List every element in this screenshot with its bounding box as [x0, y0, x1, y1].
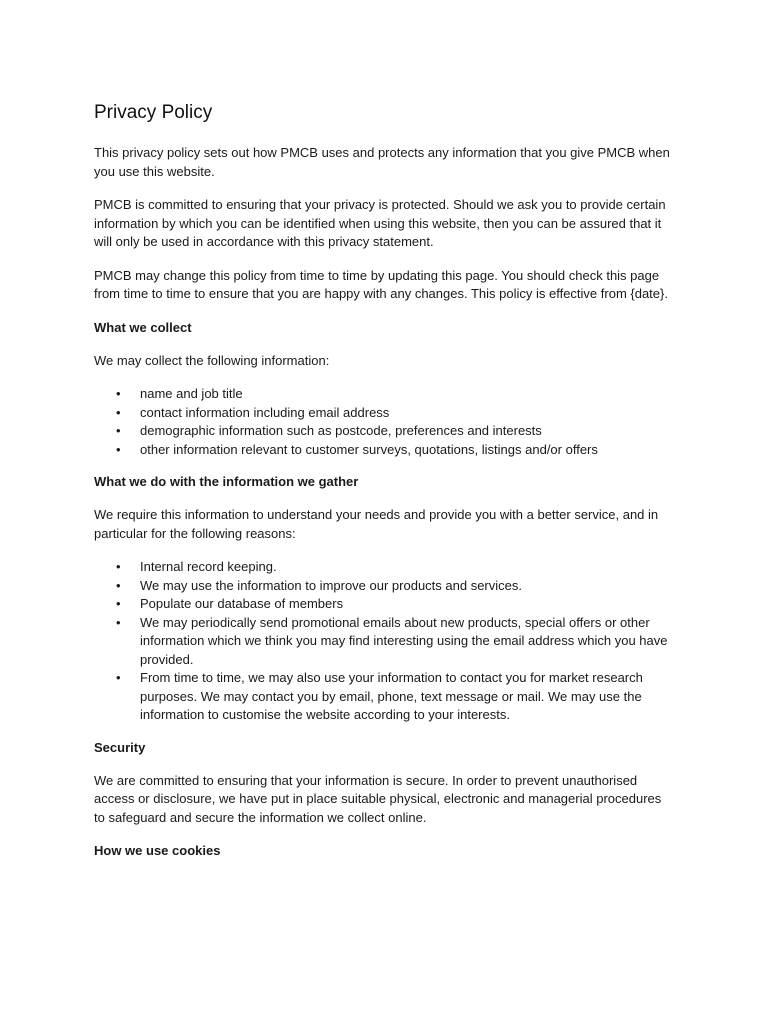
bullet-icon: • [116, 614, 121, 630]
bullet-icon: • [116, 441, 121, 457]
bullet-icon: • [116, 386, 121, 401]
bullet-icon: • [116, 670, 121, 685]
list-item: • demographic information such as postcode, preferences and interests [94, 422, 674, 441]
list-item: • other information relevant to customer surveys, quotations, listings and/or offers [94, 441, 674, 460]
bullet-icon: • [116, 404, 121, 420]
list-item: • contact information including email address [94, 404, 674, 423]
section-heading-cookies: How we use cookies [94, 843, 221, 858]
section-heading-security: Security [94, 739, 146, 755]
use-intro: We require this information to understand your needs and provide you with a better service, and in particular for the following reasons: [94, 507, 659, 541]
use-list [94, 558, 674, 725]
bullet-icon: • [116, 577, 121, 593]
list-item: • From time to time, we may also use your information to contact you for market research purposes. We may contact you by email, phone, text message or mail. We may use the information to customise the website according to your interests. [116, 670, 643, 722]
bullet-icon: • [116, 559, 121, 574]
intro-paragraph-1: This privacy policy sets out how PMCB uses and protects any information that you give PMCB when you use this website. [94, 145, 670, 179]
bullet-icon: • [116, 596, 121, 611]
list-item: • Internal record keeping. [94, 558, 674, 577]
section-heading-collect: What we collect [94, 319, 192, 335]
intro-paragraph-2: PMCB is committed to ensuring that your privacy is protected. Should we ask you to provide certain information by which you can be identified when using this website, then you can be assured that it will only be used in accordance with this privacy statement. [94, 197, 666, 249]
collect-intro: We may collect the following information: [94, 352, 330, 368]
list-item: • We may periodically send promotional emails about new products, special offers or other information which we think you may find interesting using the email address which you have provided. [116, 614, 668, 667]
list-item: • We may use the information to improve our products and services. [94, 577, 674, 596]
page-title: Privacy Policy [94, 102, 213, 123]
collect-list [94, 385, 674, 459]
list-item: • name and job title [94, 385, 674, 404]
bullet-icon: • [116, 423, 121, 438]
security-body: We are committed to ensuring that your information is secure. In order to prevent unauthorised access or disclosure, we have put in place suitable physical, electronic and managerial procedures to safeguard and secure the information we collect online. [94, 772, 662, 825]
list-item: • Populate our database of members [94, 595, 674, 614]
intro-paragraph-3: PMCB may change this policy from time to time by updating this page. You should check this page from time to time to ensure that you are happy with any changes. This policy is effective from {date}. [94, 267, 668, 301]
document-page [94, 100, 674, 875]
section-heading-use: What we do with the information we gather [94, 474, 359, 489]
